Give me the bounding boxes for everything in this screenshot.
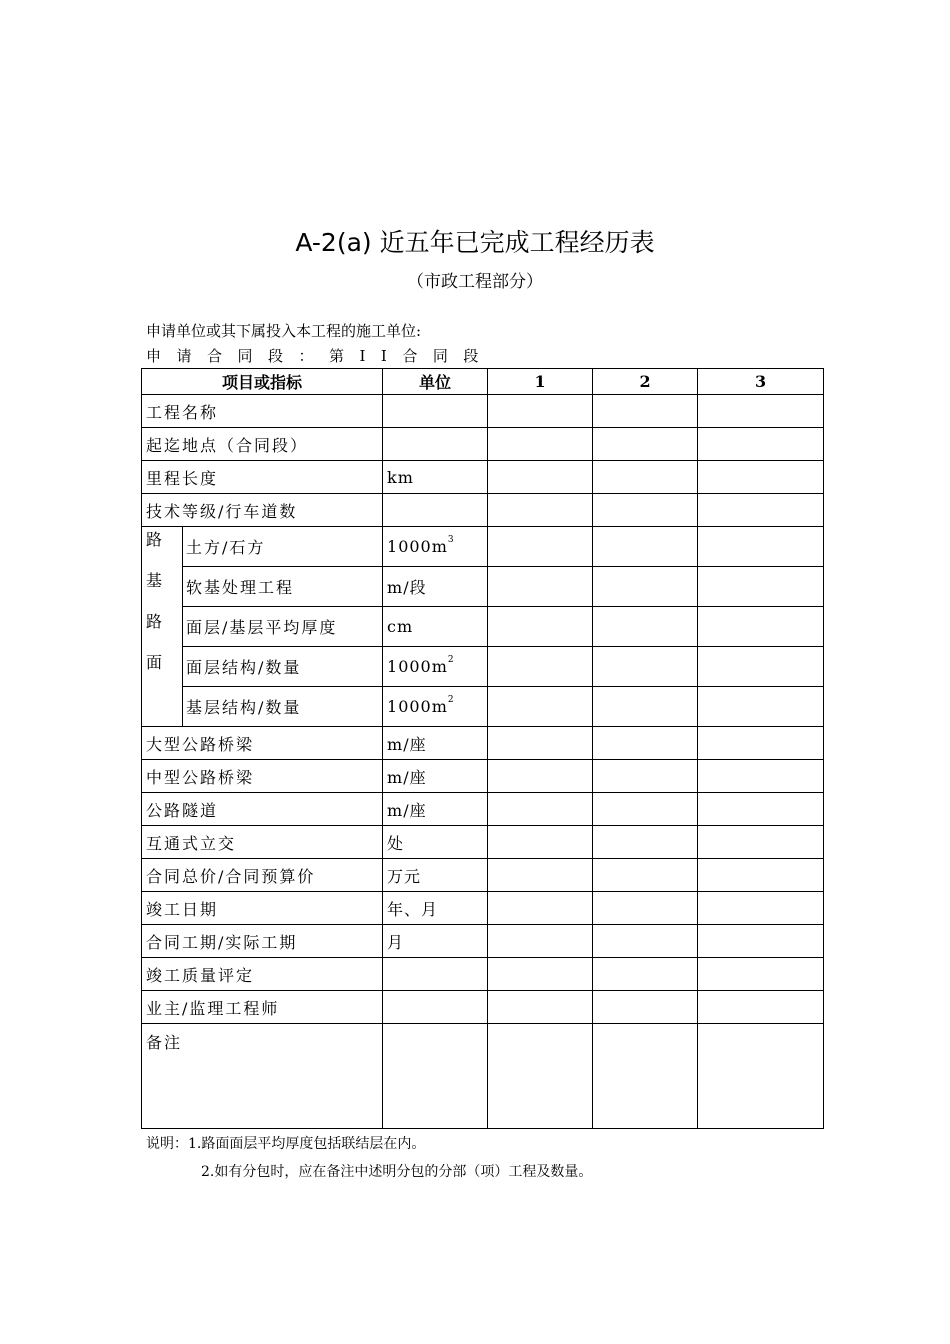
applicant-line: 申请单位或其下属投入本工程的施工单位: <box>146 322 422 340</box>
table-row <box>142 892 824 925</box>
cell <box>698 428 824 461</box>
cell <box>593 793 698 826</box>
group-char: 基 <box>146 571 163 590</box>
row-label: 竣工质量评定 <box>142 958 383 991</box>
row-label: 合同工期/实际工期 <box>142 925 383 958</box>
cell <box>698 958 824 991</box>
table-row <box>142 793 824 826</box>
row-unit: $1000m^2$ <box>383 687 488 727</box>
table-row <box>142 395 824 428</box>
cell <box>488 727 593 760</box>
page-title: A-2(a) 近五年已完成工程经历表 <box>295 228 655 257</box>
row-unit <box>383 395 488 428</box>
group-char: 面 <box>146 653 163 672</box>
cell <box>488 859 593 892</box>
cell <box>593 647 698 687</box>
row-unit: 处 <box>383 826 488 859</box>
cell <box>488 925 593 958</box>
cell <box>488 991 593 1024</box>
table-row <box>142 925 824 958</box>
table-row <box>142 607 824 647</box>
cell <box>698 494 824 527</box>
row-label: 工程名称 <box>142 395 383 428</box>
cell <box>698 687 824 727</box>
row-label: 合同总价/合同预算价 <box>142 859 383 892</box>
header-item: 项目或指标 <box>142 369 383 395</box>
table-row <box>142 494 824 527</box>
row-label: 业主/监理工程师 <box>142 991 383 1024</box>
cell <box>593 527 698 567</box>
cell <box>593 461 698 494</box>
header-col-2: 2 <box>593 369 698 395</box>
row-unit: m/段 <box>383 567 488 607</box>
row-unit: 万元 <box>383 859 488 892</box>
cell <box>698 527 824 567</box>
cell <box>593 1024 698 1129</box>
table-row <box>142 687 824 727</box>
table-row <box>142 428 824 461</box>
row-unit <box>383 428 488 461</box>
cell <box>488 395 593 428</box>
row-unit: $1000m^2$ <box>383 647 488 687</box>
cell <box>593 494 698 527</box>
experience-table <box>141 368 824 1129</box>
row-label: 大型公路桥梁 <box>142 727 383 760</box>
row-unit <box>383 494 488 527</box>
cell <box>698 859 824 892</box>
row-unit: m/座 <box>383 727 488 760</box>
cell <box>488 607 593 647</box>
cell <box>488 527 593 567</box>
remarks-row <box>142 1024 824 1129</box>
cell <box>593 727 698 760</box>
cell <box>698 892 824 925</box>
row-label: 竣工日期 <box>142 892 383 925</box>
footnote-2: 2.如有分包时，应在备注中述明分包的分部（项）工程及数量。 <box>201 1164 593 1180</box>
row-unit: km <box>383 461 488 494</box>
header-col-1: 1 <box>488 369 593 395</box>
row-unit <box>383 958 488 991</box>
cell <box>593 395 698 428</box>
row-label: 里程长度 <box>142 461 383 494</box>
cell <box>593 892 698 925</box>
cell <box>698 760 824 793</box>
cell <box>488 567 593 607</box>
table-row <box>142 461 824 494</box>
table-row <box>142 527 824 567</box>
table-row <box>142 826 824 859</box>
cell <box>698 793 824 826</box>
footnote-1: 说明：1.路面面层平均厚度包括联结层在内。 <box>146 1136 426 1152</box>
contract-line: 申请合同段：第II合同段 <box>146 347 494 365</box>
cell <box>698 607 824 647</box>
cell <box>698 395 824 428</box>
table-row <box>142 567 824 607</box>
cell <box>593 567 698 607</box>
cell <box>698 567 824 607</box>
cell <box>593 925 698 958</box>
header-col-3: 3 <box>698 369 824 395</box>
cell <box>488 958 593 991</box>
table-row <box>142 647 824 687</box>
cell <box>383 1024 488 1129</box>
row-unit: cm <box>383 607 488 647</box>
cell <box>698 727 824 760</box>
cell <box>593 826 698 859</box>
row-label: 土方/石方 <box>183 527 383 567</box>
cell <box>593 859 698 892</box>
cell <box>593 687 698 727</box>
cell <box>488 793 593 826</box>
row-label: 技术等级/行车道数 <box>142 494 383 527</box>
cell <box>593 760 698 793</box>
table-row <box>142 727 824 760</box>
table-row <box>142 760 824 793</box>
cell <box>488 687 593 727</box>
cell <box>698 647 824 687</box>
row-label: 基层结构/数量 <box>183 687 383 727</box>
table-row <box>142 991 824 1024</box>
row-unit: 年、月 <box>383 892 488 925</box>
row-label: 面层/基层平均厚度 <box>183 607 383 647</box>
row-label: 公路隧道 <box>142 793 383 826</box>
cell <box>488 760 593 793</box>
row-unit <box>383 991 488 1024</box>
cell <box>698 826 824 859</box>
cell <box>488 892 593 925</box>
group-char: 路 <box>146 530 163 549</box>
row-unit: m/座 <box>383 760 488 793</box>
cell <box>593 991 698 1024</box>
cell <box>488 461 593 494</box>
table-row <box>142 958 824 991</box>
cell <box>488 1024 593 1129</box>
cell <box>593 607 698 647</box>
cell <box>488 647 593 687</box>
cell <box>488 494 593 527</box>
cell <box>698 461 824 494</box>
header-row <box>142 369 824 395</box>
page-subtitle: （市政工程部分） <box>407 272 543 292</box>
cell <box>698 991 824 1024</box>
row-label: 起迄地点（合同段） <box>142 428 383 461</box>
group-char: 路 <box>146 612 163 631</box>
cell <box>698 1024 824 1129</box>
row-unit: 月 <box>383 925 488 958</box>
road-group-label <box>142 527 183 727</box>
cell <box>593 428 698 461</box>
row-label: 互通式立交 <box>142 826 383 859</box>
cell <box>488 428 593 461</box>
cell <box>488 826 593 859</box>
remarks-label: 备注 <box>142 1024 383 1129</box>
footnotes <box>146 1130 592 1186</box>
row-label: 面层结构/数量 <box>183 647 383 687</box>
row-unit: m/座 <box>383 793 488 826</box>
header-unit: 单位 <box>383 369 488 395</box>
table-row <box>142 859 824 892</box>
cell <box>593 958 698 991</box>
row-label: 软基处理工程 <box>183 567 383 607</box>
cell <box>698 925 824 958</box>
row-label: 中型公路桥梁 <box>142 760 383 793</box>
row-unit: $1000m^3$ <box>383 527 488 567</box>
